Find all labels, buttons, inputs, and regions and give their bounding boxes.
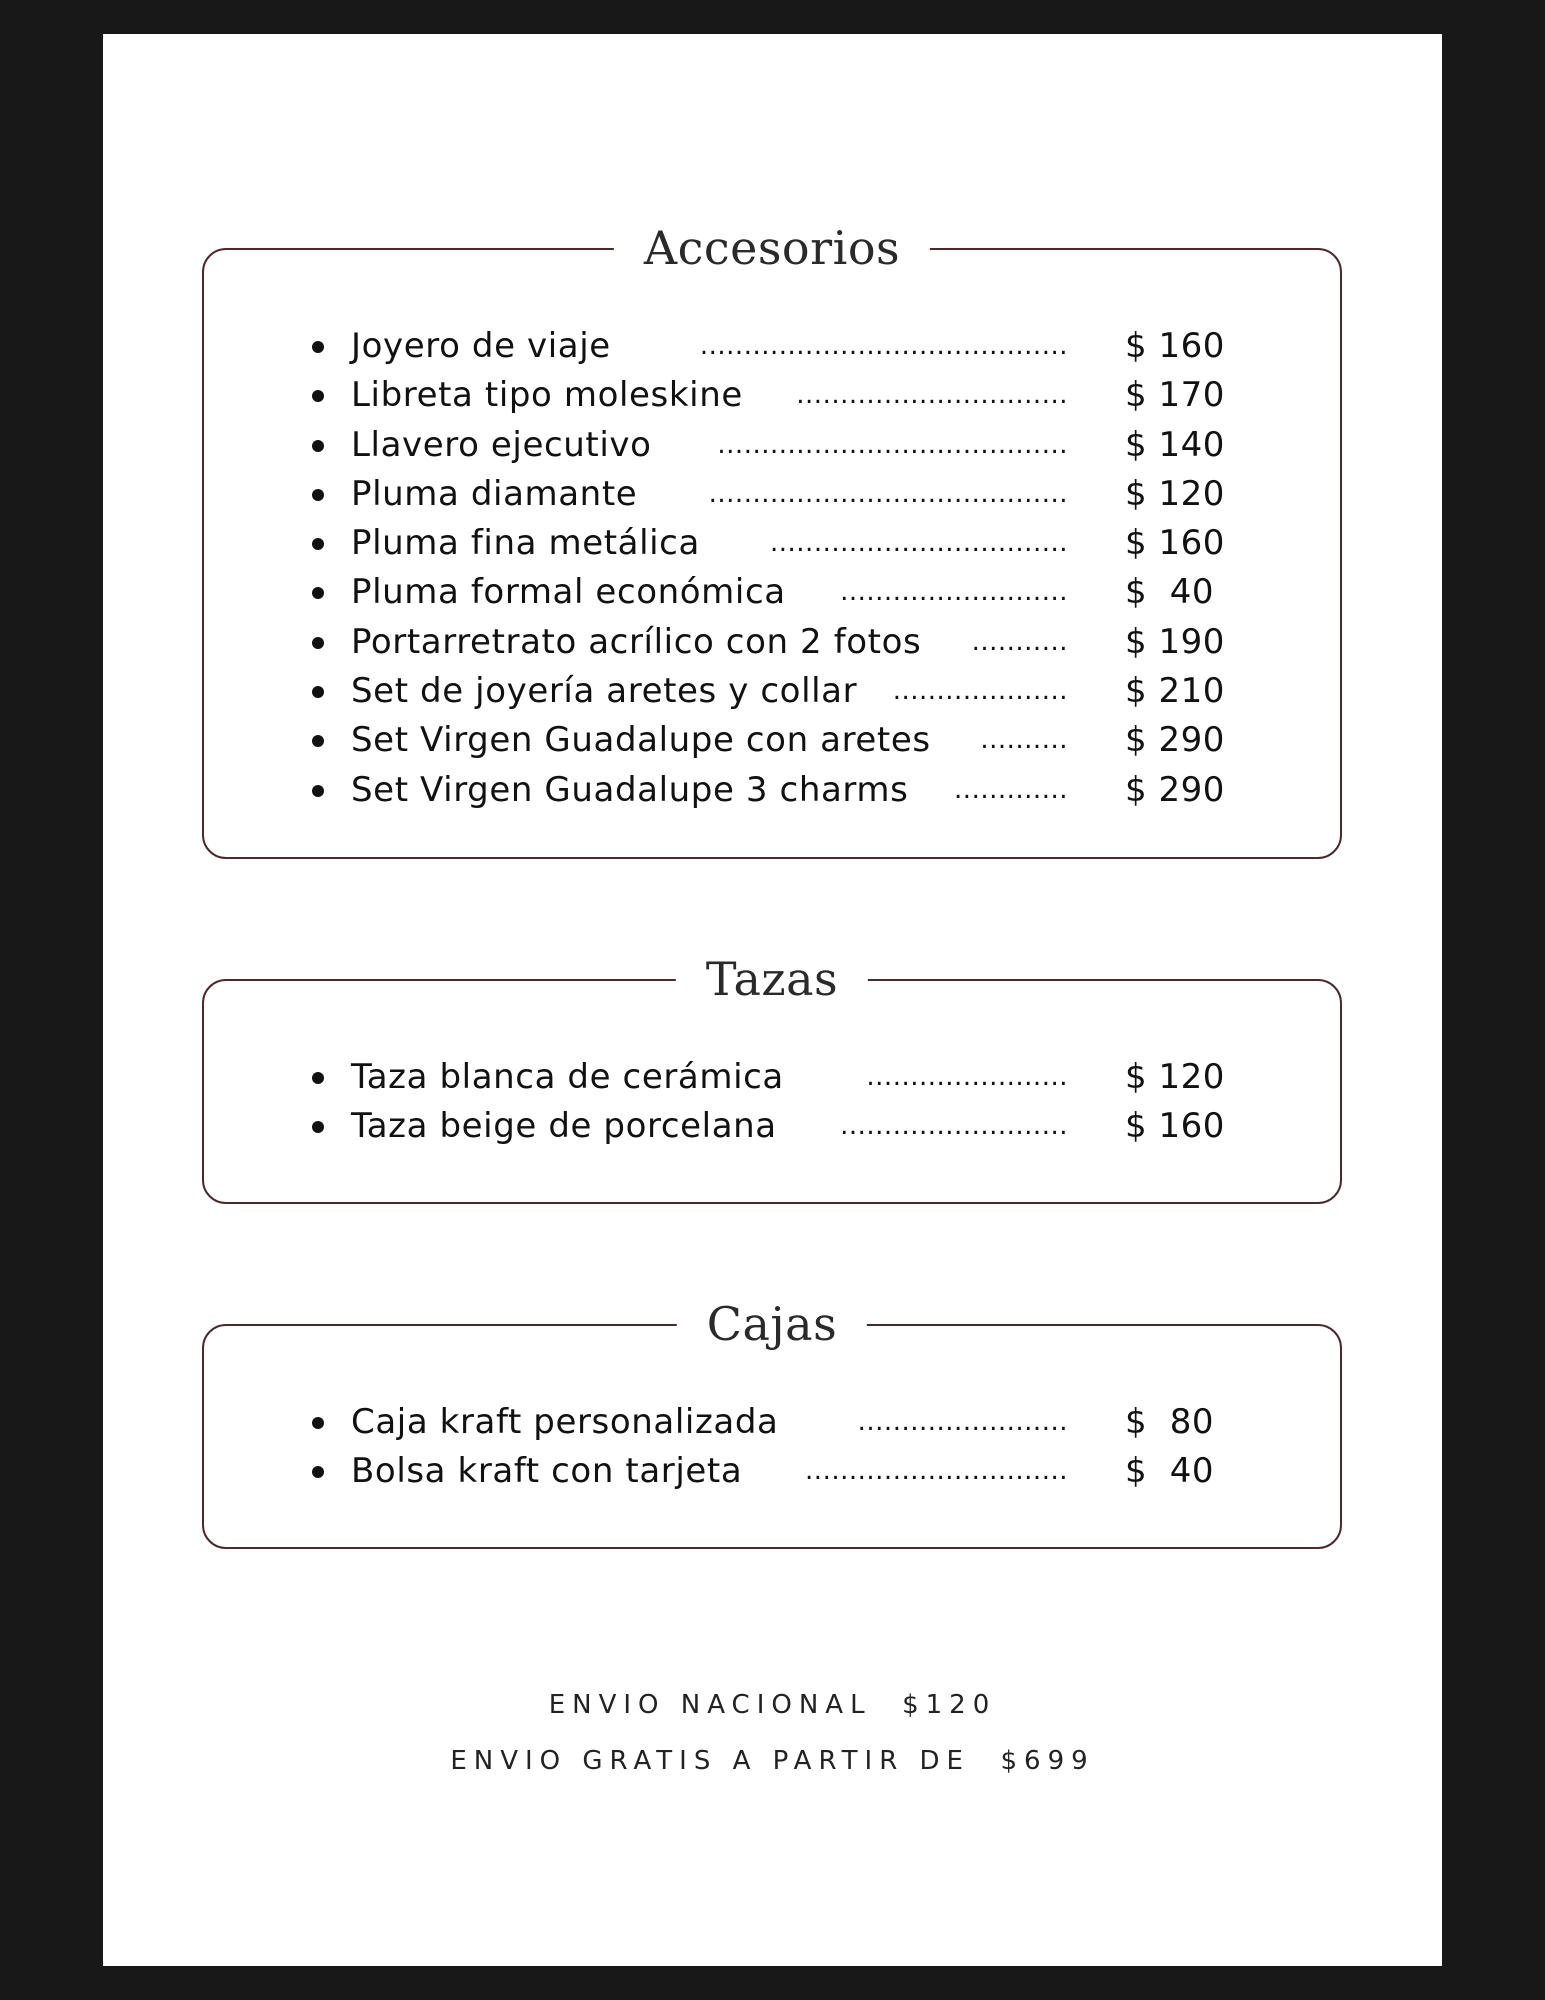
list-item	[204, 1398, 1340, 1447]
list-item	[204, 1447, 1340, 1496]
item-price: $ 140	[1125, 424, 1225, 465]
dot-leader: ..........................................	[699, 331, 1068, 361]
item-price: $ 120	[1125, 1057, 1225, 1097]
section-accesorios	[202, 221, 1342, 859]
dot-leader: ........................................	[717, 429, 1068, 460]
item-name: Caja kraft personalizada	[351, 1402, 779, 1442]
bullet-icon	[312, 1417, 324, 1429]
item-list	[204, 1053, 1340, 1152]
list-item	[204, 322, 1340, 371]
bullet-icon	[312, 735, 324, 747]
bullet-icon	[312, 538, 324, 550]
item-name: Pluma formal económica	[351, 572, 786, 613]
item-name: Pluma diamante	[351, 473, 638, 514]
dot-leader: ........................	[857, 1407, 1068, 1437]
section-tazas	[202, 952, 1342, 1204]
list-item	[204, 1053, 1340, 1102]
item-price: $ 40	[1125, 1451, 1215, 1492]
dot-leader: ...........	[971, 626, 1068, 657]
list-item	[204, 371, 1340, 420]
item-name: Bolsa kraft con tarjeta	[351, 1451, 743, 1492]
dot-leader: .........................................	[708, 478, 1068, 509]
item-list	[204, 1398, 1340, 1497]
list-item	[204, 421, 1340, 470]
item-price: $ 40	[1125, 572, 1215, 613]
menu-page	[103, 34, 1442, 1966]
dot-leader: ..........	[980, 725, 1068, 756]
list-item	[204, 618, 1340, 667]
item-price: $ 190	[1125, 621, 1225, 662]
bullet-icon	[312, 489, 324, 501]
list-item	[204, 470, 1340, 519]
item-name: Set Virgen Guadalupe con aretes	[351, 720, 931, 761]
bullet-icon	[312, 785, 324, 797]
item-price: $ 160	[1125, 1106, 1225, 1147]
item-price: $ 290	[1125, 720, 1225, 761]
bullet-icon	[312, 440, 324, 452]
list-item	[204, 716, 1340, 765]
item-name: Libreta tipo moleskine	[351, 375, 743, 416]
item-price: $ 290	[1125, 769, 1225, 810]
section-title: Cajas	[677, 1292, 867, 1356]
section-title: Accesorios	[614, 216, 930, 280]
item-name: Portarretrato acrílico con 2 fotos	[351, 621, 922, 662]
item-name: Joyero de viaje	[351, 326, 611, 366]
dot-leader: .............	[954, 774, 1068, 805]
list-item	[204, 1102, 1340, 1151]
item-price: $ 160	[1125, 523, 1225, 564]
free-shipping-note: ENVIO GRATIS A PARTIR DE $699	[450, 1746, 1095, 1776]
bullet-icon	[312, 686, 324, 698]
bullet-icon	[312, 1466, 324, 1478]
bullet-icon	[312, 1072, 324, 1084]
item-price: $ 210	[1125, 671, 1225, 712]
dot-leader: ..............................	[805, 1456, 1068, 1487]
dot-leader: .......................	[866, 1062, 1068, 1092]
dot-leader: ....................	[892, 676, 1068, 707]
bullet-icon	[312, 637, 324, 649]
item-name: Set Virgen Guadalupe 3 charms	[351, 769, 909, 810]
list-item	[204, 568, 1340, 617]
shipping-note: ENVIO NACIONAL $120	[548, 1690, 997, 1720]
item-price: $ 120	[1125, 473, 1225, 514]
list-item	[204, 766, 1340, 815]
dot-leader: ..................................	[770, 528, 1068, 559]
list-item	[204, 519, 1340, 568]
item-price: $ 160	[1125, 326, 1225, 366]
bullet-icon	[312, 587, 324, 599]
bullet-icon	[312, 341, 324, 353]
bullet-icon	[312, 1121, 324, 1133]
item-price: $ 80	[1125, 1402, 1215, 1442]
item-name: Taza beige de porcelana	[351, 1106, 777, 1147]
dot-leader: ..........................	[840, 577, 1068, 608]
item-name: Set de joyería aretes y collar	[351, 671, 858, 712]
dot-leader: ..........................	[840, 1111, 1068, 1142]
item-name: Pluma fina metálica	[351, 523, 700, 564]
section-title: Tazas	[676, 947, 868, 1011]
item-list	[204, 322, 1340, 815]
item-name: Taza blanca de cerámica	[351, 1057, 784, 1097]
bullet-icon	[312, 390, 324, 402]
item-name: Llavero ejecutivo	[351, 424, 652, 465]
dot-leader: ...............................	[796, 380, 1068, 411]
item-price: $ 170	[1125, 375, 1225, 416]
list-item	[204, 667, 1340, 716]
section-cajas	[202, 1297, 1342, 1549]
